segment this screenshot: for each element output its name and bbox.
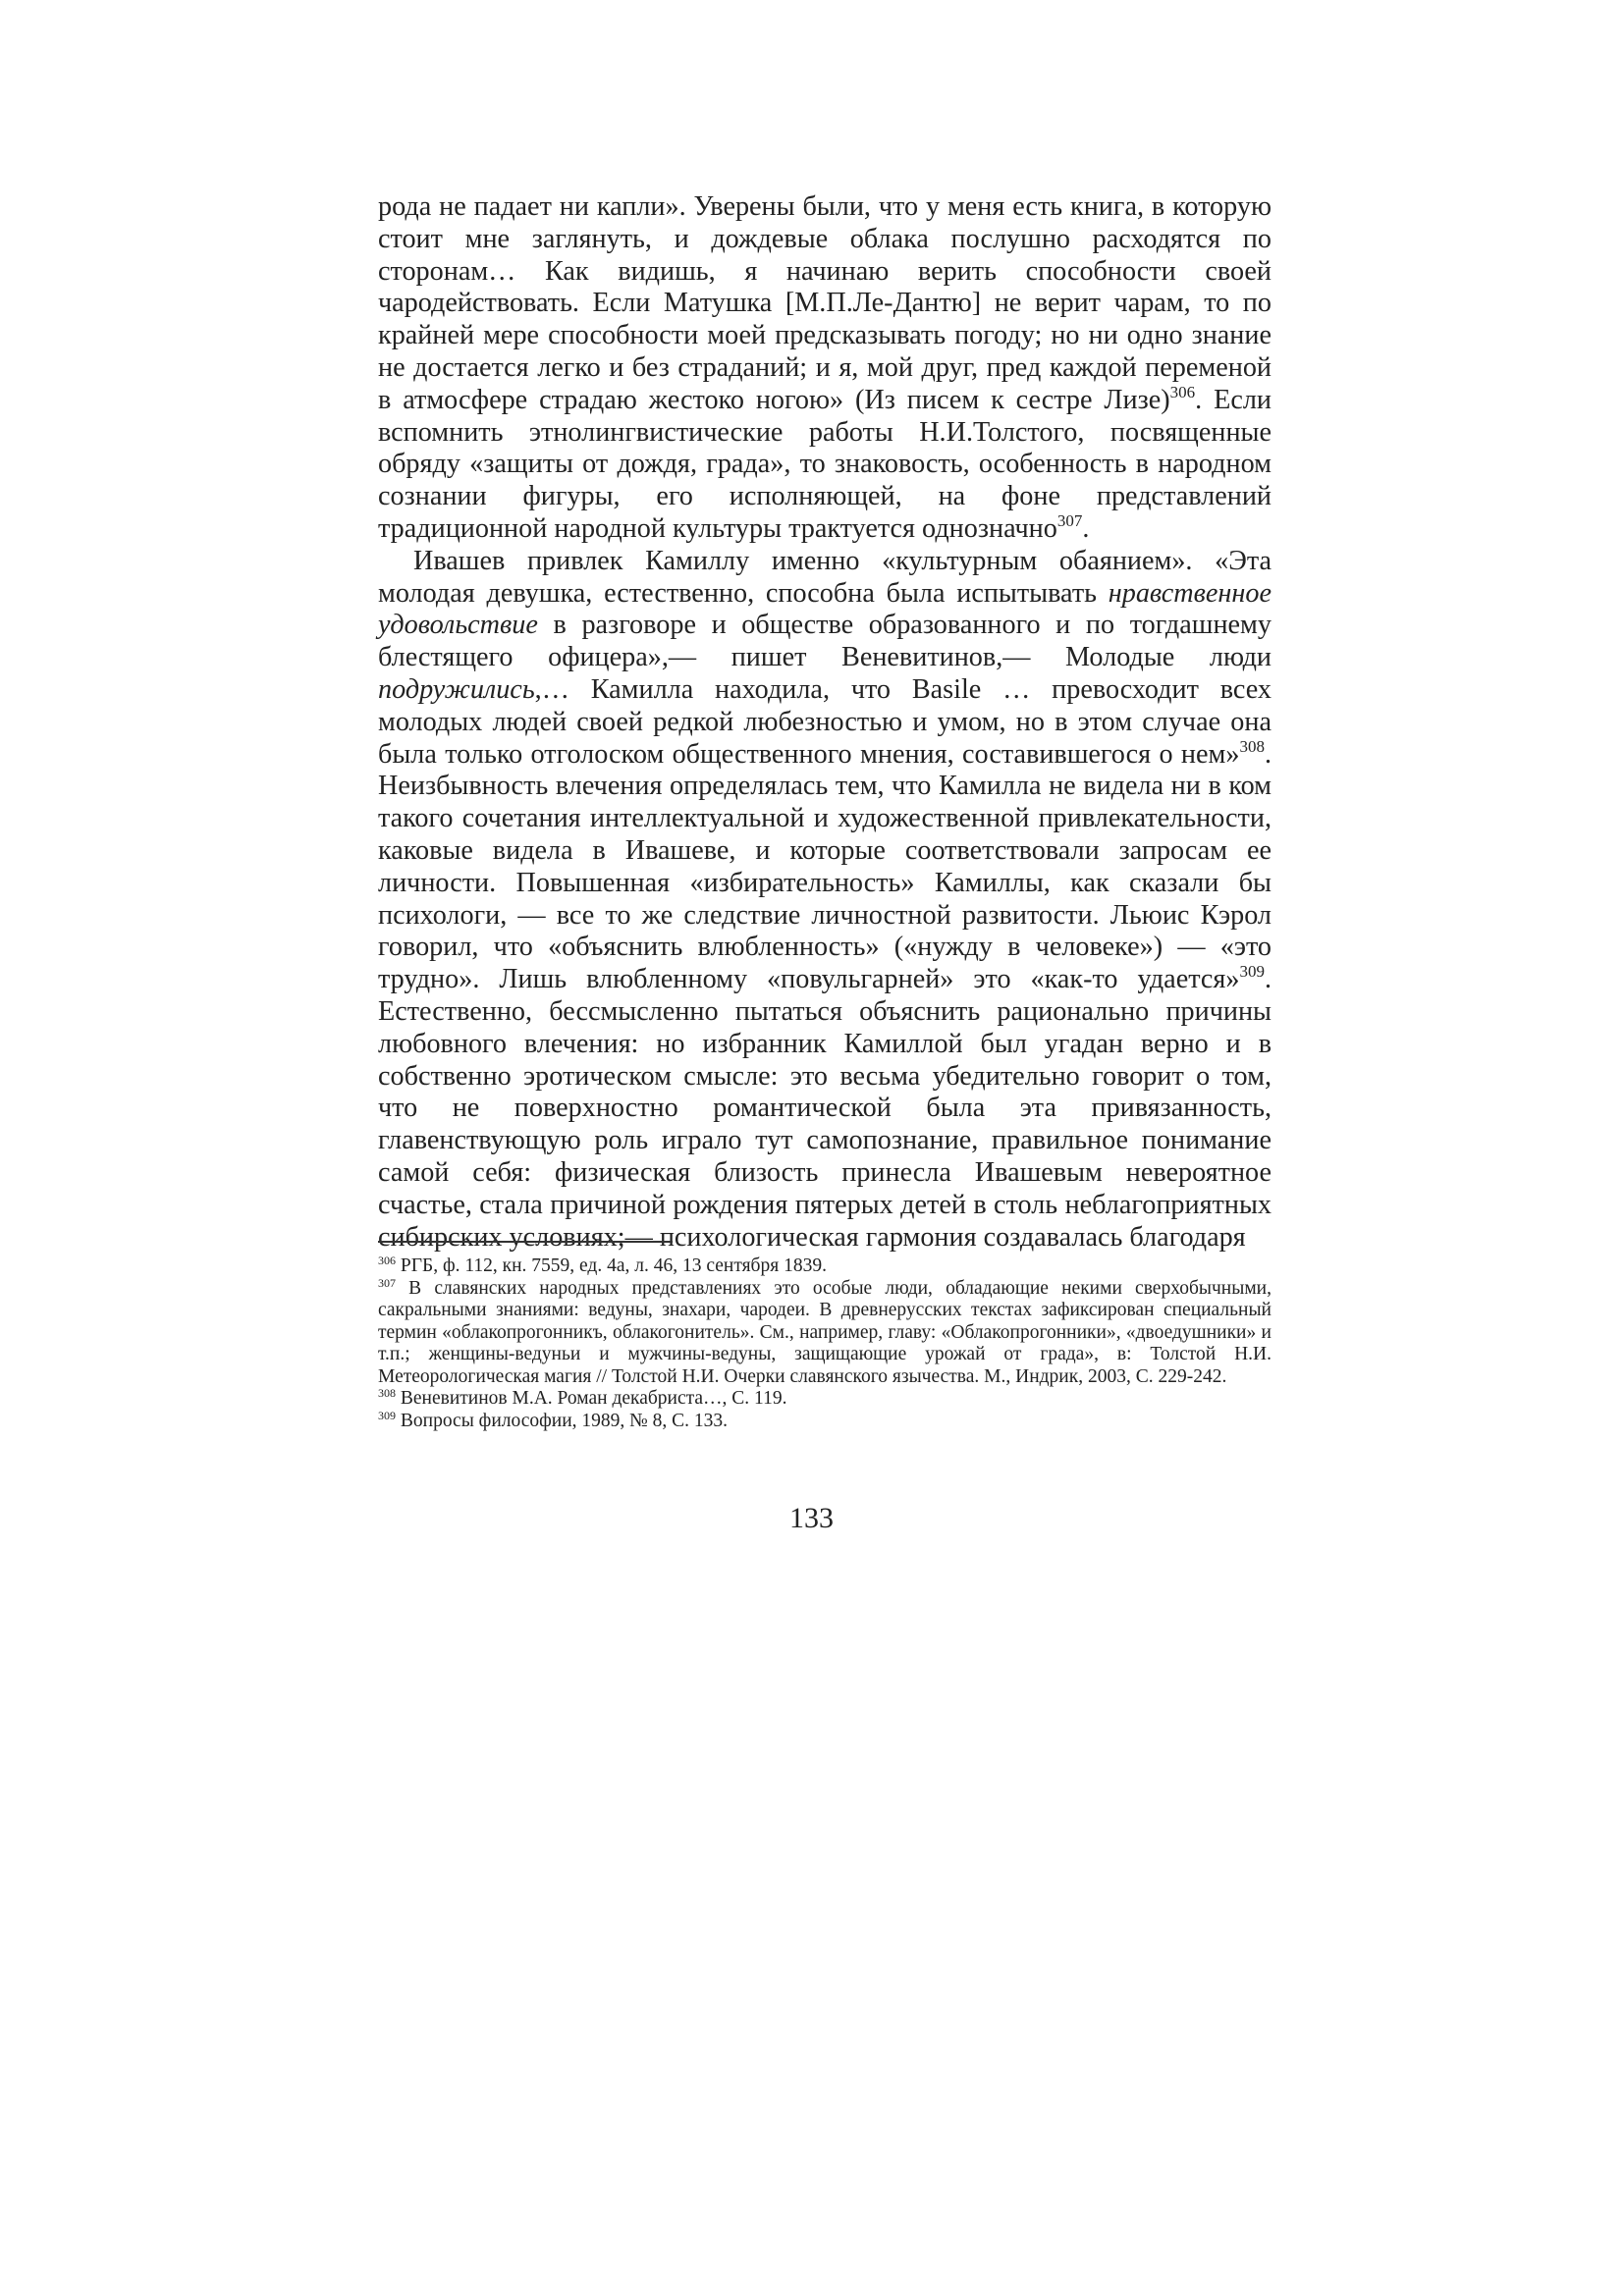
footnote-ref-309[interactable]: 309: [1239, 962, 1265, 982]
page-number: 133: [789, 1502, 834, 1534]
footnote-ref-307[interactable]: 307: [1056, 510, 1083, 530]
footnote-number: 309: [378, 1408, 396, 1422]
footnote-ref-308[interactable]: 308: [1239, 736, 1265, 756]
footnote-ref-306[interactable]: 306: [1169, 382, 1196, 401]
paragraph-1: [378, 191, 1271, 546]
footnote-divider: [378, 1241, 673, 1243]
text-span: . Естественно, бессмысленно пытаться объяснить рационально причины любовного влечения: но избранник Камиллой был угадан верно и в собственно эротическом смысле: это весьма убедительно говорит о том, что не поверхностно романтической была эта привязанность, главенствующую роль играло тут самопознание, правильное понимание самой себя: физическая близость принесла Ивашевым невероятное счастье, стала причиной рождения пятерых детей в столь неблагоприятных сибирских условиях;— психологическая гармония создавалась благодаря: [378, 964, 1271, 1253]
footnote-number: 307: [378, 1275, 396, 1290]
footnote-308: [378, 1388, 1271, 1411]
paragraph-2: [378, 546, 1271, 1255]
main-text: [378, 191, 1271, 1254]
footnote-306: [378, 1255, 1271, 1278]
text-span: рода не падает ни капли». Уверены были, что у меня есть книга, в которую стоит мне заглянуть, и дождевые облака послушно расходятся по сторонам… Как видишь, я начинаю верить способности своей чародействовать. Если Матушка [М.П.Ле-Дантю] не верит чарам, то по крайней мере способности моей предсказывать погоду; но ни одно знание не достается легко и без страданий; и я, мой друг, пред каждой переменой в атмосфере страдаю жестоко ногою» (Из писем к сестре Лизе): [378, 191, 1271, 415]
text-span: ,… Камилла находила, что Basile … превосходит всех молодых людей своей редкой любезностью и умом, но в этом случае она была только отголоском общественного мнения, составившегося о нем»: [378, 673, 1271, 770]
text-span: .: [1082, 512, 1090, 544]
footnote-number: 306: [378, 1254, 396, 1267]
text-span: . Неизбывность влечения определялась тем, что Камилла не видела ни в ком такого сочетания интеллектуальной и художественной привлекательности, каковые видела в Ивашеве, и которые соответствовали запросам ее личности. Повышенная «избирательность» Камиллы, как сказали бы психологи, — все то же следствие личностной развитости. Льюис Кэрол говорил, что «объяснить влюбленность» («нужду в человеке») — «это трудно». Лишь влюбленному «повульгарней» это «как-то удается»: [378, 738, 1271, 995]
text-span: . Если вспомнить этнолингвистические работы Н.И.Толстого, посвященные обряду «защиты от дождя, града», то знаковость, особенность в народном сознании фигуры, его исполняющей, на фоне представлений традиционной народной культуры трактуется однозначно: [378, 384, 1271, 544]
footnote-text: В славянских народных представлениях это особые люди, обладающие некими сверхобычными, сакральными знаниями: ведуны, знахари, чародеи. В древнерусских текстах зафиксирован специальный термин «облакопрогонникъ, облакогонитель». См., например, главу: «Облакопрогонники», «двоедушники» и т.п.; женщины-ведуньи и мужчины-ведуны, защищающие урожай от града», в: Толстой Н.И. Метеорологическая магия // Толстой Н.И. Очерки славянского язычества. М., Индрик, 2003, С. 229-242.: [378, 1277, 1271, 1387]
footnotes-section: [378, 1255, 1271, 1432]
text-span: в разговоре и обществе образованного и по тогдашнему блестящего офицера»,— пишет Веневитинов,— Молодые люди: [378, 610, 1271, 673]
footnote-number: 308: [378, 1386, 396, 1400]
text-span: Ивашев привлек Камиллу именно «культурным обаянием». «Эта молодая девушка, естественно, способна была испытывать: [378, 545, 1271, 609]
footnote-text: РГБ, ф. 112, кн. 7559, ед. 4а, л. 46, 13 сентября 1839.: [396, 1255, 827, 1276]
footnote-309: [378, 1408, 1271, 1433]
footnote-text: Веневитинов М.А. Роман декабриста…, С. 119.: [396, 1388, 787, 1409]
footnote-text: Вопросы философии, 1989, № 8, С. 133.: [396, 1410, 728, 1431]
footnote-307: [378, 1275, 1271, 1389]
emphasis-text: нравственное удовольствие: [378, 577, 1271, 641]
emphasis-text: подружились: [378, 673, 535, 705]
